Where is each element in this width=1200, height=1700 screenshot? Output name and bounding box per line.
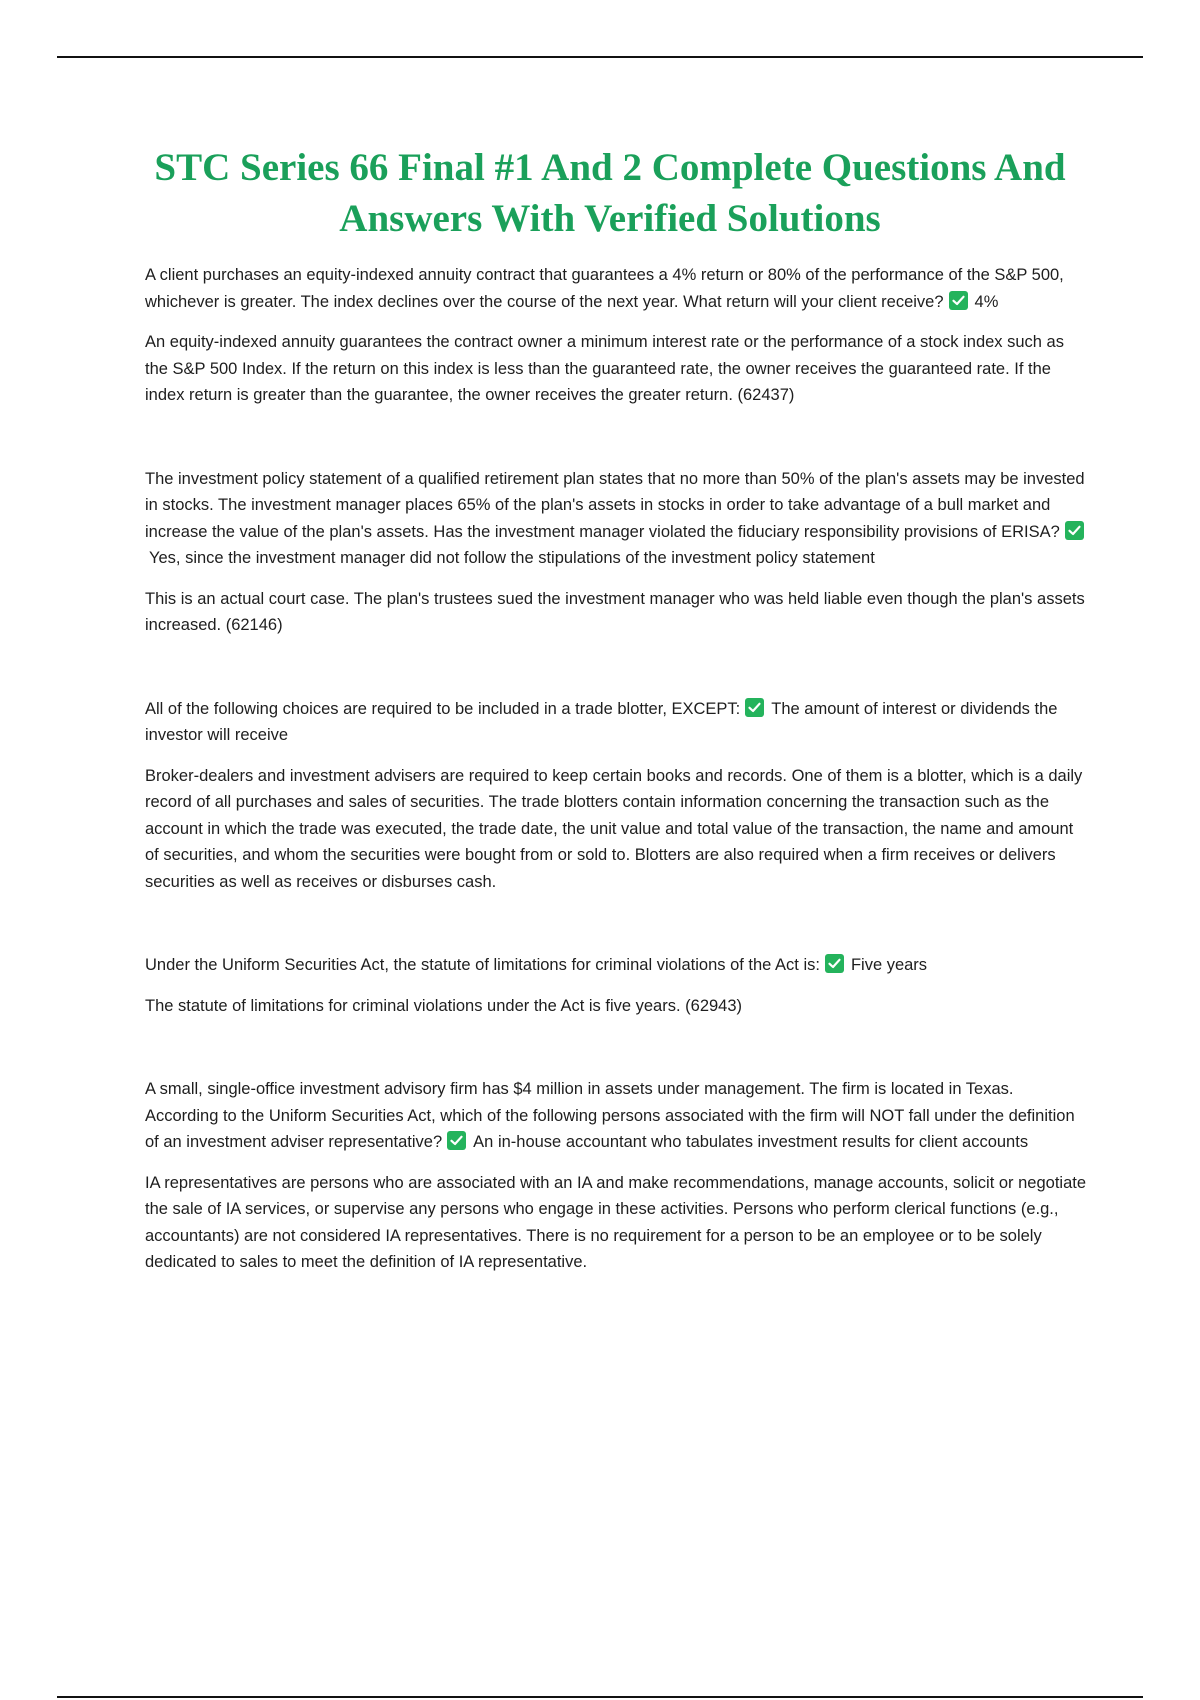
page-title: STC Series 66 Final #1 And 2 Complete Questions And Answers With Verified Solutions <box>154 146 1066 240</box>
explanation-text: IA representatives are persons who are associated with an IA and make recommendations, manage accounts, solicit or negotiate the sale of IA services, or supervise any persons who engage in these activities. Persons who perform clerical functions (e.g., accountants) are not considered IA representatives. There is no requirement for a person to be an employee or to be solely dedicated to sales to meet the definition of IA representative. <box>145 1173 1087 1271</box>
question-text: All of the following choices are required to be included in a trade blotter, EXCEPT: The amount of interest or dividends the investor will receive <box>145 699 1058 744</box>
answer-text: Yes, since the investment manager did not follow the stipulations of the investment policy statement <box>149 549 875 567</box>
footer-rule <box>57 1696 1143 1698</box>
explanation-text: Broker-dealers and investment advisers are required to keep certain books and records. One of them is a blotter, which is a daily record of all purchases and sales of securities. The trade blotters contain information concerning the transaction such as the account in which the trade was executed, the trade date, the unit value and total value of the transaction, the name and amount of securities, and whom the securities were bought from or sold to. Blotters are also required when a firm receives or delivers securities as well as receives or disburses cash. <box>145 766 1083 891</box>
question-text: A client purchases an equity-indexed annuity contract that guarantees a 4% return or 80% of the performance of the S&P 500, whichever is greater. The index declines over the course of the next year. What return will your client receive? 4% <box>145 266 1064 311</box>
question-text: The investment policy statement of a qualified retirement plan states that no more than 50% of the plan's assets may be invested in stocks. The investment manager places 65% of the plan's assets in stocks in order to take advantage of a bull market and increase the value of the plan's assets. Has the investment manager violated the fiduciary responsibility provisions of ERISA? Yes, since the investment manager did not follow the stipulations of the investment policy statement <box>145 469 1085 567</box>
checkmark-icon <box>745 698 764 717</box>
qa-item <box>145 1076 1090 1276</box>
checkmark-icon <box>447 1131 466 1150</box>
qa-item <box>145 696 1090 896</box>
answer-text: Five years <box>850 956 928 974</box>
question-text: A small, single-office investment advisory firm has $4 million in assets under management. The firm is located in Texas. According to the Uniform Securities Act, which of the following persons associated with the firm will NOT fall under the definition of an investment adviser representative? An in-house accountant who tabulates investment results for client accounts <box>145 1080 1075 1151</box>
answer-text: 4% <box>974 292 999 311</box>
explanation-text: An equity-indexed annuity guarantees the contract owner a minimum interest rate or the performance of a stock index such as the S&P 500 Index. If the return on this index is less than the guaranteed rate, the owner receives the guaranteed rate. If the index return is greater than the guarantee, the owner receives the greater return. (62437) <box>145 333 1064 404</box>
qa-item <box>145 952 1090 1019</box>
explanation-text: The statute of limitations for criminal violations under the Act is five years. (62943) <box>145 996 743 1015</box>
qa-item <box>145 262 1090 409</box>
answer-text: An in-house accountant who tabulates investment results for client accounts <box>473 1133 1029 1151</box>
header-rule <box>57 56 1143 58</box>
qa-content <box>145 262 1090 1333</box>
explanation-text: This is an actual court case. The plan's trustees sued the investment manager who was held liable even though the plan's assets increased. (62146) <box>145 589 1085 634</box>
qa-item <box>145 466 1090 639</box>
checkmark-icon <box>1065 521 1084 540</box>
question-text: Under the Uniform Securities Act, the statute of limitations for criminal violations of the Act is: Five years <box>145 956 928 974</box>
checkmark-icon <box>825 954 844 973</box>
answer-text: The amount of interest or dividends the investor will receive <box>145 699 1058 744</box>
checkmark-icon <box>949 291 968 310</box>
